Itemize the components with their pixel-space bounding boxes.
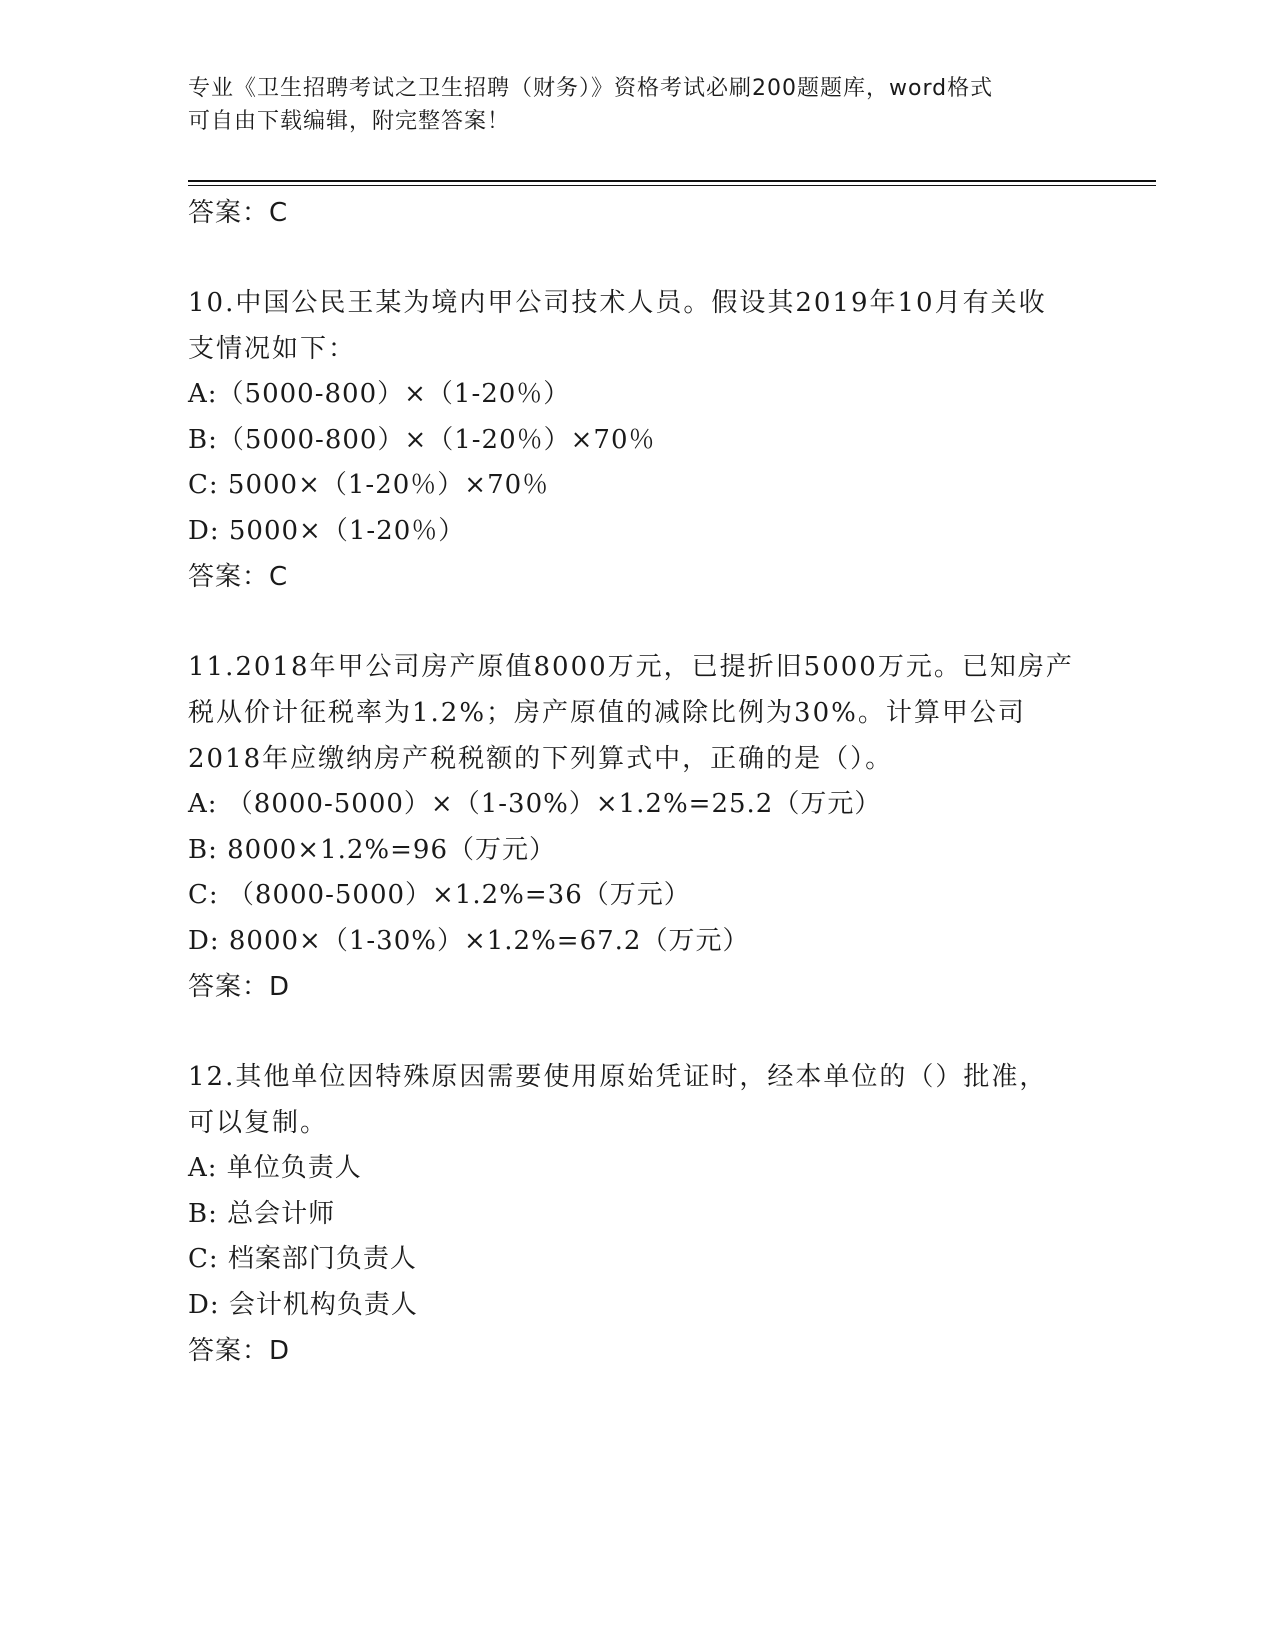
option-c: C: 档案部门负责人 bbox=[188, 1244, 417, 1274]
question-12 bbox=[188, 1054, 1088, 1374]
option-c: C: （8000-5000）×1.2%=36（万元） bbox=[188, 880, 691, 910]
option-a: A: 单位负责人 bbox=[188, 1153, 362, 1183]
question-stem-line: 支情况如下： bbox=[188, 334, 357, 364]
option-a: A:（5000-800）×（1-20％） bbox=[188, 379, 571, 409]
answer-label: 答案：C bbox=[188, 562, 289, 592]
question-stem-line: 税从价计征税率为1.2%；房产原值的减除比例为30%。计算甲公司 bbox=[188, 698, 1026, 728]
answer-label: 答案：D bbox=[188, 972, 291, 1002]
question-stem-line: 2018年应缴纳房产税税额的下列算式中，正确的是（）。 bbox=[188, 744, 894, 774]
option-d: D: 5000×（1-20％） bbox=[188, 515, 466, 546]
option-c: C: 5000×（1-20％）×70％ bbox=[188, 470, 550, 500]
question-stem-line: 12.其他单位因特殊原因需要使用原始凭证时，经本单位的（）批准， bbox=[188, 1062, 1048, 1092]
answer-label: 答案：D bbox=[188, 1336, 291, 1366]
question-11 bbox=[188, 644, 1088, 1010]
question-list bbox=[188, 190, 1088, 1374]
question-10 bbox=[188, 280, 1088, 600]
header-line-2: 可自由下载编辑，附完整答案！ bbox=[188, 109, 511, 134]
previous-answer: 答案：C bbox=[188, 198, 289, 228]
header-line-1: 专业《卫生招聘考试之卫生招聘（财务）》资格考试必刷200题题库，word格式 bbox=[188, 76, 994, 101]
option-b: B: 8000×1.2%=96（万元） bbox=[188, 834, 557, 865]
question-stem-line: 11.2018年甲公司房产原值8000万元，已提折旧5000万元。已知房产 bbox=[188, 652, 1074, 682]
option-b: B:（5000-800）×（1-20％）×70％ bbox=[188, 424, 656, 455]
option-d: D: 会计机构负责人 bbox=[188, 1289, 418, 1320]
question-stem-line: 10.中国公民王某为境内甲公司技术人员。假设其2019年10月有关收 bbox=[188, 288, 1047, 318]
question-stem-line: 可以复制。 bbox=[188, 1108, 329, 1138]
option-d: D: 8000×（1-30%）×1.2%=67.2（万元） bbox=[188, 925, 750, 956]
option-b: B: 总会计师 bbox=[188, 1198, 336, 1229]
header-divider-thin bbox=[188, 185, 1156, 186]
document-header bbox=[188, 72, 1088, 138]
header-divider-thick bbox=[188, 180, 1156, 182]
option-a: A: （8000-5000）×（1-30%）×1.2%=25.2（万元） bbox=[188, 789, 882, 819]
